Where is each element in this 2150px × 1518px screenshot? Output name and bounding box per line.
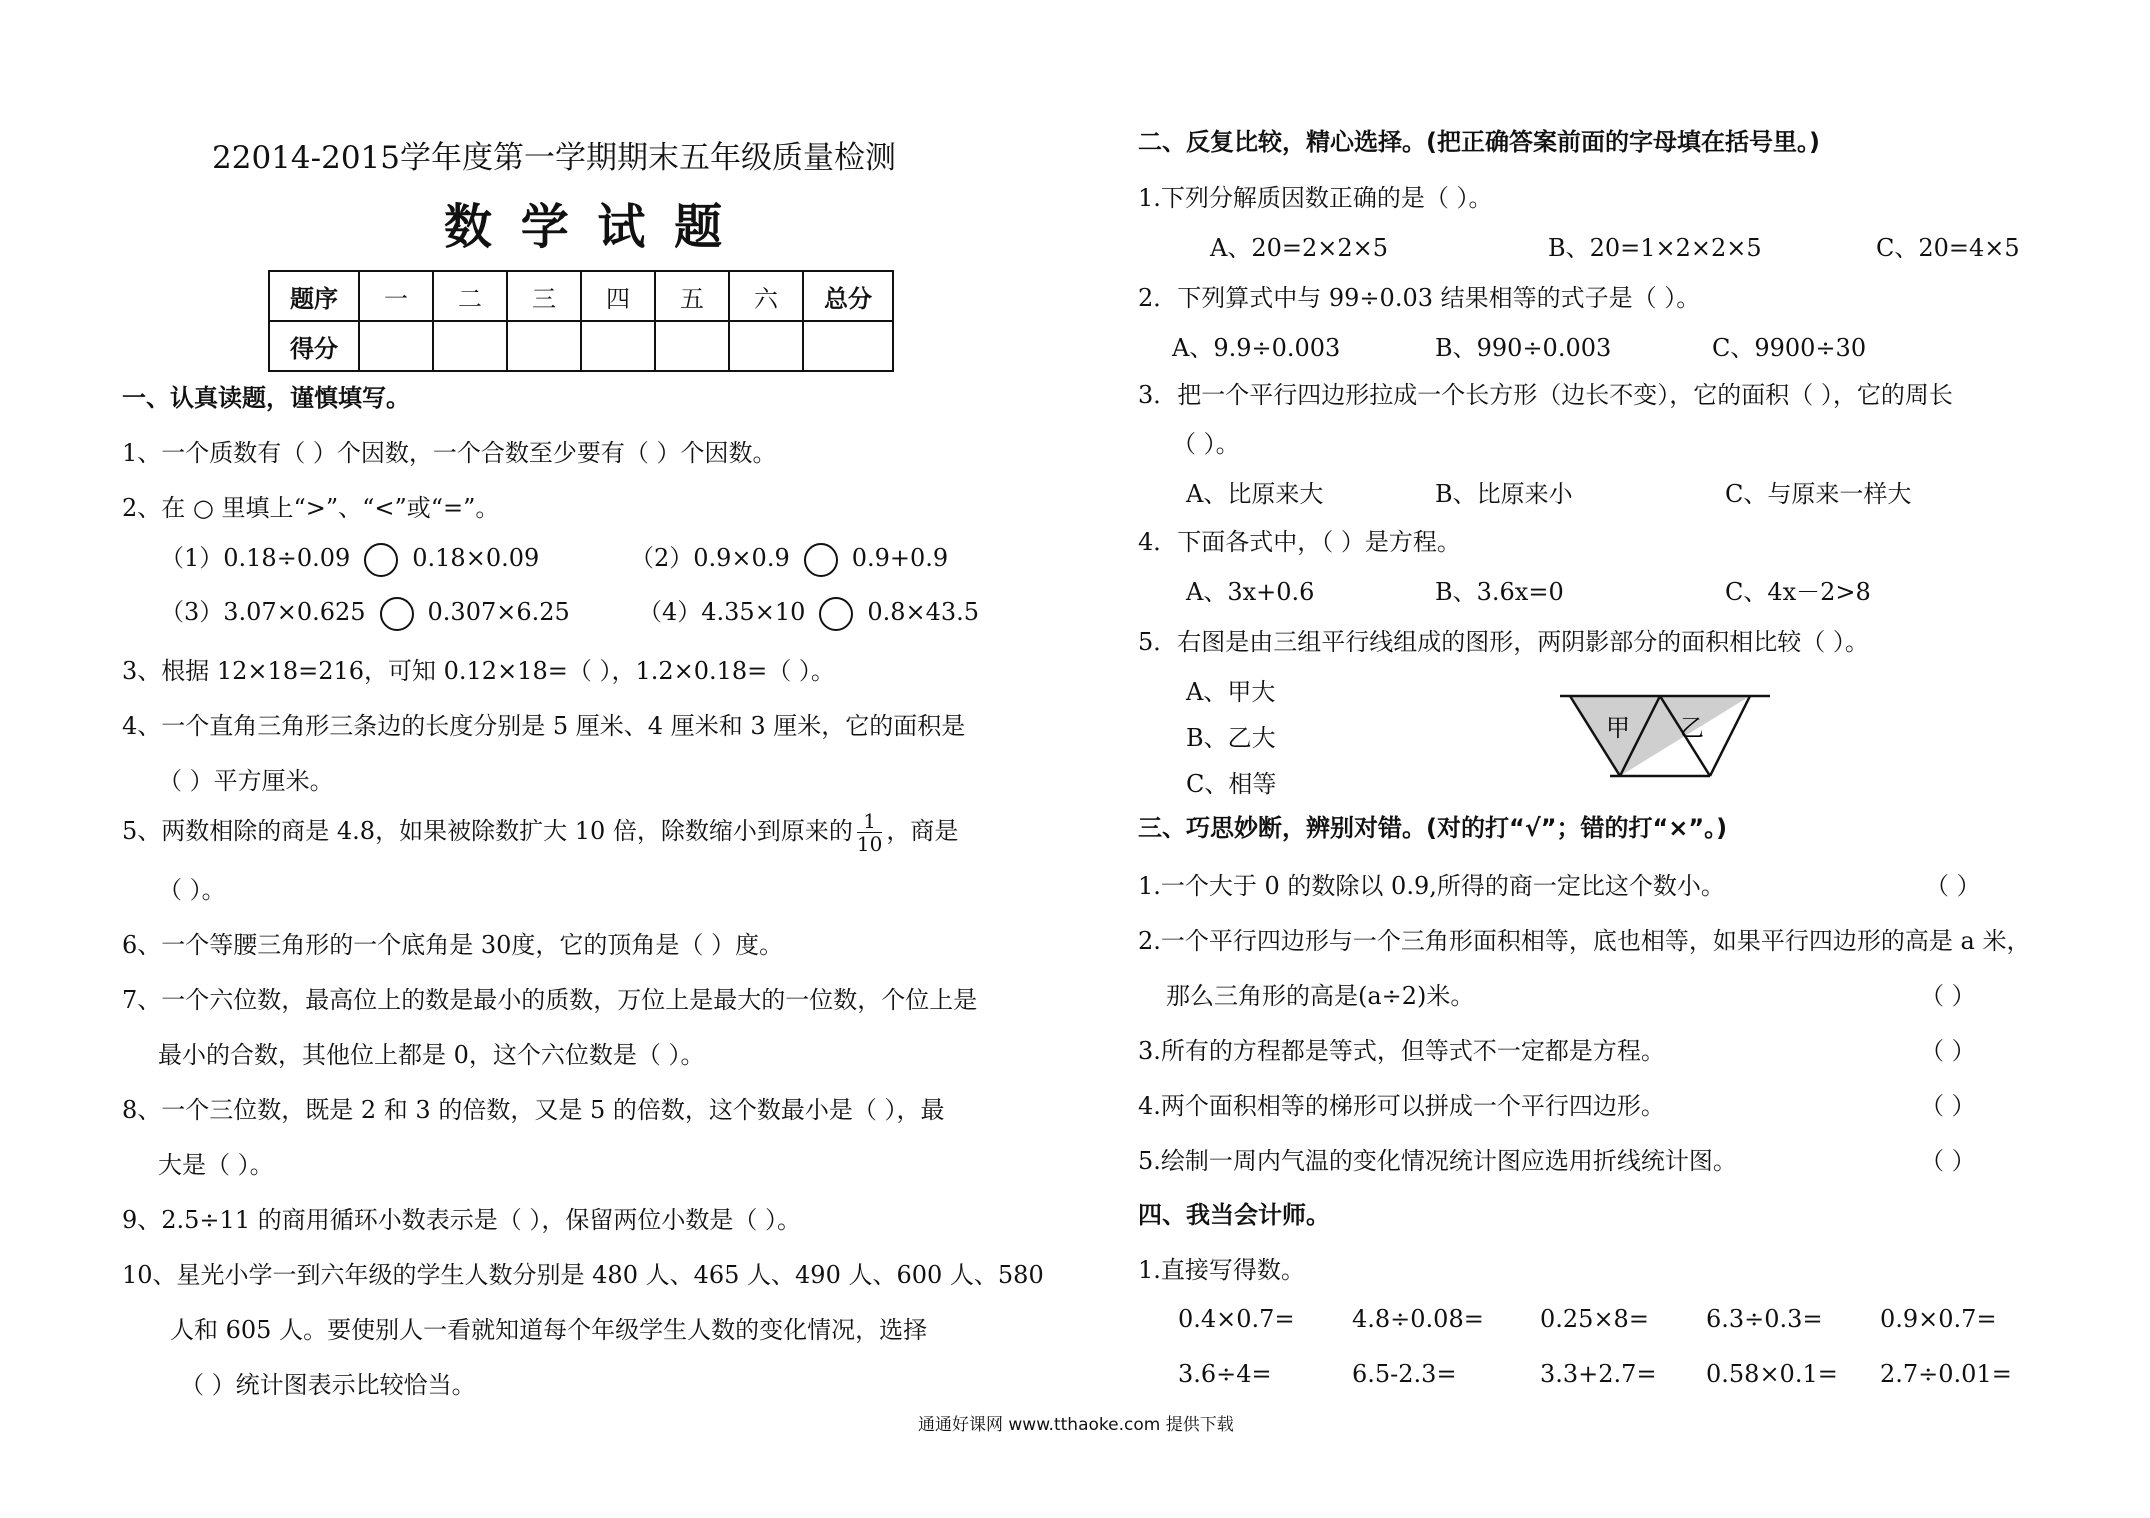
fraction-numerator: 1 bbox=[857, 810, 882, 833]
s1-q3: 3、根据 12×18=216，可知 0.12×18=（ ），1.2×0.18=（ ）。 bbox=[122, 657, 835, 685]
compare-left: （4）4.35×10 bbox=[638, 598, 806, 626]
judge-parens[interactable]: （ ） bbox=[1920, 1092, 1976, 1120]
s2-q3-opt-b: B、比原来小 bbox=[1435, 480, 1573, 508]
s1-q8-line2: 大是（ ）。 bbox=[158, 1151, 274, 1179]
s2-q3-line2: （ ）。 bbox=[1172, 430, 1240, 458]
s1-q7-line2: 最小的合数，其他位上都是 0，这个六位数是（ ）。 bbox=[158, 1041, 705, 1069]
calc-item: 4.8÷0.08= bbox=[1352, 1305, 1484, 1333]
section3-heading: 三、巧思妙断，辨别对错。(对的打“√”；错的打“×”。) bbox=[1138, 814, 1728, 842]
s2-q5-opt-c: C、相等 bbox=[1186, 770, 1277, 798]
calc-item: 0.4×0.7= bbox=[1178, 1305, 1295, 1333]
compare-right: 0.307×6.25 bbox=[427, 598, 570, 626]
exam-title: 数 学 试 题 bbox=[444, 199, 729, 255]
compare-circle[interactable] bbox=[380, 597, 414, 631]
s2-q3-opt-a: A、比原来大 bbox=[1186, 480, 1324, 508]
s2-q2-opt-b: B、990÷0.003 bbox=[1435, 334, 1612, 362]
s1-q2-item3 bbox=[160, 592, 570, 631]
s1-q8-line1: 8、一个三位数，既是 2 和 3 的倍数，又是 5 的倍数，这个数最小是（ ），最 bbox=[122, 1096, 945, 1124]
judge-parens[interactable]: （ ） bbox=[1920, 1147, 1976, 1175]
s2-q1-opt-b: B、20=1×2×2×5 bbox=[1548, 234, 1762, 262]
score-header-cell: 二 bbox=[433, 271, 507, 321]
s1-q2-item4 bbox=[638, 592, 979, 631]
score-cell[interactable] bbox=[359, 321, 433, 371]
exam-header: 22014-2015学年度第一学期期末五年级质量检测 bbox=[212, 140, 896, 176]
s1-q5-text-end: ，商是 bbox=[886, 817, 959, 845]
calc-item: 0.9×0.7= bbox=[1880, 1305, 1997, 1333]
compare-circle[interactable] bbox=[819, 597, 853, 631]
section2-heading: 二、反复比较，精心选择。(把正确答案前面的字母填在括号里。) bbox=[1138, 128, 1820, 156]
s2-q1-opt-c: C、20=4×5 bbox=[1876, 234, 2020, 262]
compare-left: （2）0.9×0.9 bbox=[630, 544, 790, 572]
s1-q5-line2: （ ）。 bbox=[158, 876, 226, 904]
score-header-cell: 四 bbox=[581, 271, 655, 321]
s2-q4-opt-a: A、3x+0.6 bbox=[1186, 578, 1315, 606]
s1-q9: 9、2.5÷11 的商用循环小数表示是（ ），保留两位小数是（ ）。 bbox=[122, 1206, 801, 1234]
section4-heading: 四、我当会计师。 bbox=[1138, 1201, 1330, 1229]
compare-left: （3）3.07×0.625 bbox=[160, 598, 366, 626]
score-cell[interactable] bbox=[433, 321, 507, 371]
calc-item: 0.25×8= bbox=[1540, 1305, 1649, 1333]
score-header-cell: 三 bbox=[507, 271, 581, 321]
calc-item: 6.3÷0.3= bbox=[1706, 1305, 1823, 1333]
s1-q2: 2、在 ○ 里填上“>”、“<”或“=”。 bbox=[122, 494, 500, 522]
score-cell[interactable] bbox=[729, 321, 803, 371]
s2-q1: 1.下列分解质因数正确的是（ ）。 bbox=[1138, 184, 1493, 212]
judge-parens[interactable]: （ ） bbox=[1925, 872, 1981, 900]
s4-q1: 1.直接写得数。 bbox=[1138, 1256, 1305, 1284]
s2-q3-opt-c: C、与原来一样大 bbox=[1725, 480, 1912, 508]
compare-right: 0.8×43.5 bbox=[867, 598, 980, 626]
score-header-cell: 六 bbox=[729, 271, 803, 321]
s2-q3-line1: 3．把一个平行四边形拉成一个长方形（边长不变），它的面积（ ），它的周长 bbox=[1138, 381, 1953, 409]
figure-label-jia: 甲 bbox=[1606, 714, 1630, 742]
s3-q3: 3.所有的方程都是等式，但等式不一定都是方程。 bbox=[1138, 1037, 1665, 1065]
s1-q7-line1: 7、一个六位数，最高位上的数是最小的质数，万位上是最大的一位数，个位上是 bbox=[122, 986, 978, 1014]
s2-q5-opt-a: A、甲大 bbox=[1186, 678, 1276, 706]
score-table bbox=[268, 270, 894, 372]
s1-q4-line2: （ ）平方厘米。 bbox=[158, 767, 334, 795]
s1-q2-item1 bbox=[160, 538, 539, 577]
s2-q4-opt-c: C、4x－2>8 bbox=[1725, 578, 1871, 606]
score-cell[interactable] bbox=[507, 321, 581, 371]
s2-q2-opt-c: C、9900÷30 bbox=[1712, 334, 1867, 362]
score-row-label: 得分 bbox=[269, 321, 359, 371]
s2-q2-opt-a: A、9.9÷0.003 bbox=[1172, 334, 1341, 362]
section1-heading: 一、认真读题，谨慎填写。 bbox=[122, 384, 410, 412]
compare-right: 0.18×0.09 bbox=[412, 544, 540, 572]
s1-q2-item2 bbox=[630, 538, 948, 577]
calc-item: 3.3+2.7= bbox=[1540, 1360, 1657, 1388]
s2-q1-opt-a: A、20=2×2×5 bbox=[1210, 234, 1389, 262]
compare-left: （1）0.18÷0.09 bbox=[160, 544, 351, 572]
score-table-score-row bbox=[269, 321, 893, 371]
page-footer: 通通好课网 www.tthaoke.com 提供下载 bbox=[918, 1415, 1234, 1435]
parallel-lines-figure bbox=[1560, 688, 1780, 788]
s1-q6: 6、一个等腰三角形的一个底角是 30度，它的顶角是（ ）度。 bbox=[122, 931, 784, 959]
s1-q1: 1、一个质数有（ ）个因数，一个合数至少要有（ ）个因数。 bbox=[122, 439, 777, 467]
compare-circle[interactable] bbox=[804, 543, 838, 577]
s1-q5-line1 bbox=[122, 806, 958, 856]
s3-q4: 4.两个面积相等的梯形可以拼成一个平行四边形。 bbox=[1138, 1092, 1665, 1120]
score-header-cell: 一 bbox=[359, 271, 433, 321]
s1-q10-line2: 人和 605 人。要使别人一看就知道每个年级学生人数的变化情况，选择 bbox=[170, 1316, 928, 1344]
score-header-cell: 总分 bbox=[803, 271, 893, 321]
score-header-cell: 五 bbox=[655, 271, 729, 321]
fraction bbox=[857, 810, 882, 855]
s2-q5-opt-b: B、乙大 bbox=[1186, 724, 1276, 752]
score-cell[interactable] bbox=[655, 321, 729, 371]
s2-q5: 5．右图是由三组平行线组成的图形，两阴影部分的面积相比较（ ）。 bbox=[1138, 628, 1869, 656]
calc-item: 2.7÷0.01= bbox=[1880, 1360, 2012, 1388]
s1-q5-text: 5、两数相除的商是 4.8，如果被除数扩大 10 倍，除数缩小到原来的 bbox=[122, 817, 853, 845]
s2-q2: 2．下列算式中与 99÷0.03 结果相等的式子是（ ）。 bbox=[1138, 284, 1701, 312]
score-header-cell: 题序 bbox=[269, 271, 359, 321]
figure-label-yi: 乙 bbox=[1680, 714, 1704, 742]
judge-parens[interactable]: （ ） bbox=[1920, 982, 1976, 1010]
s3-q2-line1: 2.一个平行四边形与一个三角形面积相等，底也相等，如果平行四边形的高是 a 米， bbox=[1138, 927, 2031, 955]
s3-q2-line2: 那么三角形的高是(a÷2)米。 bbox=[1166, 982, 1475, 1010]
calc-item: 0.58×0.1= bbox=[1706, 1360, 1838, 1388]
judge-parens[interactable]: （ ） bbox=[1920, 1037, 1976, 1065]
calc-item: 6.5-2.3= bbox=[1352, 1360, 1457, 1388]
s1-q10-line3: （ ）统计图表示比较恰当。 bbox=[180, 1371, 476, 1399]
score-cell[interactable] bbox=[803, 321, 893, 371]
s1-q4-line1: 4、一个直角三角形三条边的长度分别是 5 厘米、4 厘米和 3 厘米，它的面积是 bbox=[122, 712, 966, 740]
score-table-header-row bbox=[269, 271, 893, 321]
s1-q10-line1: 10、星光小学一到六年级的学生人数分别是 480 人、465 人、490 人、600 人、580 bbox=[122, 1261, 1044, 1289]
fraction-denominator: 10 bbox=[856, 832, 883, 856]
s3-q5: 5.绘制一周内气温的变化情况统计图应选用折线统计图。 bbox=[1138, 1147, 1737, 1175]
s3-q1: 1.一个大于 0 的数除以 0.9,所得的商一定比这个数小。 bbox=[1138, 872, 1725, 900]
calc-item: 3.6÷4= bbox=[1178, 1360, 1272, 1388]
s2-q4: 4．下面各式中，（ ）是方程。 bbox=[1138, 528, 1461, 556]
s2-q4-opt-b: B、3.6x=0 bbox=[1435, 578, 1564, 606]
compare-circle[interactable] bbox=[364, 543, 398, 577]
compare-right: 0.9+0.9 bbox=[851, 544, 949, 572]
score-cell[interactable] bbox=[581, 321, 655, 371]
